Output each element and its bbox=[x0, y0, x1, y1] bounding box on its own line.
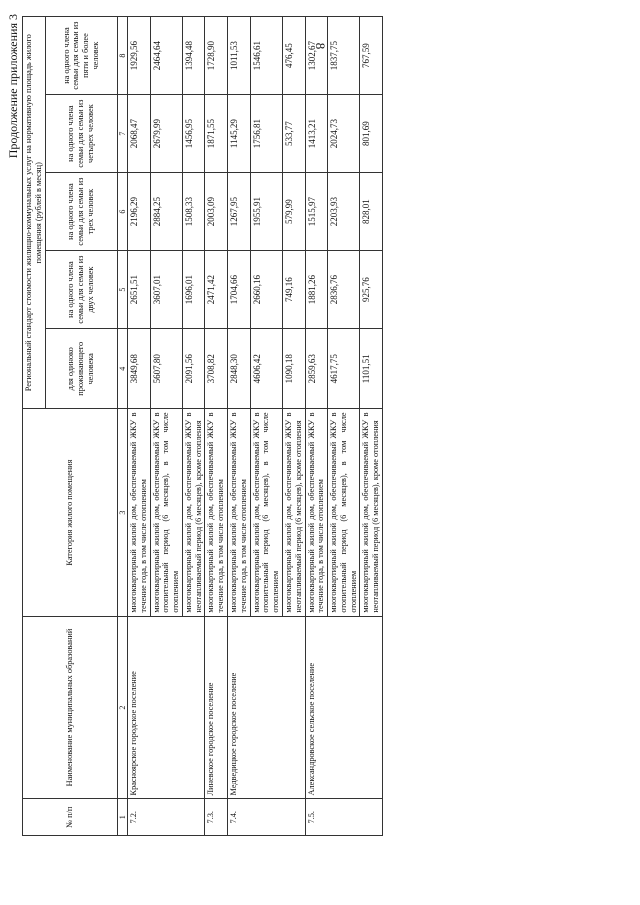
cost-value: 1837,75 bbox=[328, 17, 360, 95]
header-col-family-4: на одного члена семьи для семьи из четырех человек bbox=[45, 95, 117, 173]
cost-value: 749,16 bbox=[282, 251, 305, 329]
cost-value: 2884,25 bbox=[150, 173, 182, 251]
cost-value: 1508,33 bbox=[182, 173, 205, 251]
cost-value: 801,69 bbox=[360, 95, 383, 173]
column-index-cell: 3 bbox=[117, 409, 127, 616]
cost-value: 2068,47 bbox=[128, 95, 151, 173]
table-body bbox=[128, 17, 383, 836]
cost-value: 2679,99 bbox=[150, 95, 182, 173]
header-name: Наименование муниципальных образований bbox=[23, 616, 118, 799]
standards-table bbox=[22, 16, 383, 836]
cost-value: 2651,51 bbox=[128, 251, 151, 329]
housing-category: многоквартирный жилой дом, обеспечиваемый ЖКУ в течение года, в том числе отоплением bbox=[228, 409, 251, 616]
header-col-family-3: на одного члена семьи для семьи из трех человек bbox=[45, 173, 117, 251]
cost-value: 3849,68 bbox=[128, 329, 151, 409]
cost-value: 4606,42 bbox=[250, 329, 282, 409]
column-index-cell: 7 bbox=[117, 95, 127, 173]
cost-value: 1413,21 bbox=[305, 95, 328, 173]
column-index-cell: 8 bbox=[117, 17, 127, 95]
housing-category: многоквартирный жилой дом, обеспечиваемый ЖКУ в отопительный период (6 месяцев), в том числе отоплением bbox=[150, 409, 182, 616]
header-standard: Региональный стандарт стоимости жилищно-коммунальных услуг на нормативную площадь жилого помещения (рублей в месяц) bbox=[23, 17, 46, 409]
table-row bbox=[305, 17, 328, 836]
row-number: 7.4. bbox=[228, 799, 305, 836]
table-row bbox=[228, 17, 251, 836]
cost-value: 1101,51 bbox=[360, 329, 383, 409]
cost-value: 2660,16 bbox=[250, 251, 282, 329]
cost-value: 1394,48 bbox=[182, 17, 205, 95]
cost-value: 1696,01 bbox=[182, 251, 205, 329]
housing-category: многоквартирный жилой дом, обеспечиваемый ЖКУ в отопительный период (6 месяцев), в том числе отоплением bbox=[328, 409, 360, 616]
housing-category: многоквартирный жилой дом, обеспечиваемый ЖКУ в течение года, в том числе отоплением bbox=[305, 409, 328, 616]
municipality-name: Медведицкое городское поселение bbox=[228, 616, 305, 799]
cost-value: 579,99 bbox=[282, 173, 305, 251]
cost-value: 2024,73 bbox=[328, 95, 360, 173]
housing-category: многоквартирный жилой дом, обеспечиваемый ЖКУ в неотапливаемый период (6 месяцев), кроме отопления bbox=[360, 409, 383, 616]
cost-value: 2859,63 bbox=[305, 329, 328, 409]
cost-value: 1515,97 bbox=[305, 173, 328, 251]
column-index-cell: 2 bbox=[117, 616, 127, 799]
column-index-row bbox=[117, 17, 127, 836]
housing-category: многоквартирный жилой дом, обеспечиваемый ЖКУ в неотапливаемый период (6 месяцев), кроме отопления bbox=[282, 409, 305, 616]
table-row bbox=[128, 17, 151, 836]
municipality-name: Линевское городское поселение bbox=[205, 616, 228, 799]
header-row-1 bbox=[23, 17, 46, 836]
cost-value: 3607,01 bbox=[150, 251, 182, 329]
cost-value: 2464,64 bbox=[150, 17, 182, 95]
cost-value: 476,45 bbox=[282, 17, 305, 95]
cost-value: 2836,76 bbox=[328, 251, 360, 329]
cost-value: 2203,93 bbox=[328, 173, 360, 251]
municipality-name: Красноярское городское поселение bbox=[128, 616, 205, 799]
cost-value: 1090,18 bbox=[282, 329, 305, 409]
cost-value: 925,76 bbox=[360, 251, 383, 329]
header-num: № п/п bbox=[23, 799, 118, 836]
cost-value: 1756,81 bbox=[250, 95, 282, 173]
table-row bbox=[205, 17, 228, 836]
column-index-cell: 5 bbox=[117, 251, 127, 329]
cost-value: 1302,67 bbox=[305, 17, 328, 95]
continuation-note: Продолжение приложения 3 bbox=[6, 14, 20, 159]
header-col-family-2: на одного члена семьи для семьи из двух человек bbox=[45, 251, 117, 329]
cost-value: 1728,90 bbox=[205, 17, 228, 95]
cost-value: 1456,95 bbox=[182, 95, 205, 173]
row-number: 7.2. bbox=[128, 799, 205, 836]
header-category: Категория жилого помещения bbox=[23, 409, 118, 616]
cost-value: 1955,91 bbox=[250, 173, 282, 251]
housing-category: многоквартирный жилой дом, обеспечиваемый ЖКУ в неотапливаемый период (6 месяцев), кроме отопления bbox=[182, 409, 205, 616]
header-col-family-5: на одного члена семьи для семьи из пяти и более человек bbox=[45, 17, 117, 95]
row-number: 7.5. bbox=[305, 799, 382, 836]
cost-value: 1704,66 bbox=[228, 251, 251, 329]
cost-value: 1145,29 bbox=[228, 95, 251, 173]
cost-value: 2091,56 bbox=[182, 329, 205, 409]
column-index-cell: 4 bbox=[117, 329, 127, 409]
cost-value: 5607,80 bbox=[150, 329, 182, 409]
cost-value: 2003,09 bbox=[205, 173, 228, 251]
cost-value: 767,59 bbox=[360, 17, 383, 95]
cost-value: 1546,61 bbox=[250, 17, 282, 95]
housing-category: многоквартирный жилой дом, обеспечиваемый ЖКУ в течение года, в том числе отоплением bbox=[128, 409, 151, 616]
cost-value: 4617,75 bbox=[328, 329, 360, 409]
municipality-name: Александровское сельское поселение bbox=[305, 616, 382, 799]
cost-value: 1929,56 bbox=[128, 17, 151, 95]
cost-value: 3708,82 bbox=[205, 329, 228, 409]
column-index-cell: 1 bbox=[117, 799, 127, 836]
cost-value: 2471,42 bbox=[205, 251, 228, 329]
cost-value: 828,01 bbox=[360, 173, 383, 251]
cost-value: 1011,53 bbox=[228, 17, 251, 95]
column-index-cell: 6 bbox=[117, 173, 127, 251]
cost-value: 1267,95 bbox=[228, 173, 251, 251]
cost-value: 2848,30 bbox=[228, 329, 251, 409]
cost-value: 2196,29 bbox=[128, 173, 151, 251]
page-number: 8 bbox=[313, 42, 328, 50]
housing-category: многоквартирный жилой дом, обеспечиваемый ЖКУ в течение года, в том числе отоплением bbox=[205, 409, 228, 616]
cost-value: 1881,26 bbox=[305, 251, 328, 329]
cost-value: 1871,55 bbox=[205, 95, 228, 173]
header-col-single: для одиноко проживающего человека bbox=[45, 329, 117, 409]
row-number: 7.3. bbox=[205, 799, 228, 836]
cost-value: 533,77 bbox=[282, 95, 305, 173]
housing-category: многоквартирный жилой дом, обеспечиваемый ЖКУ в отопительный период (6 месяцев), в том числе отоплением bbox=[250, 409, 282, 616]
